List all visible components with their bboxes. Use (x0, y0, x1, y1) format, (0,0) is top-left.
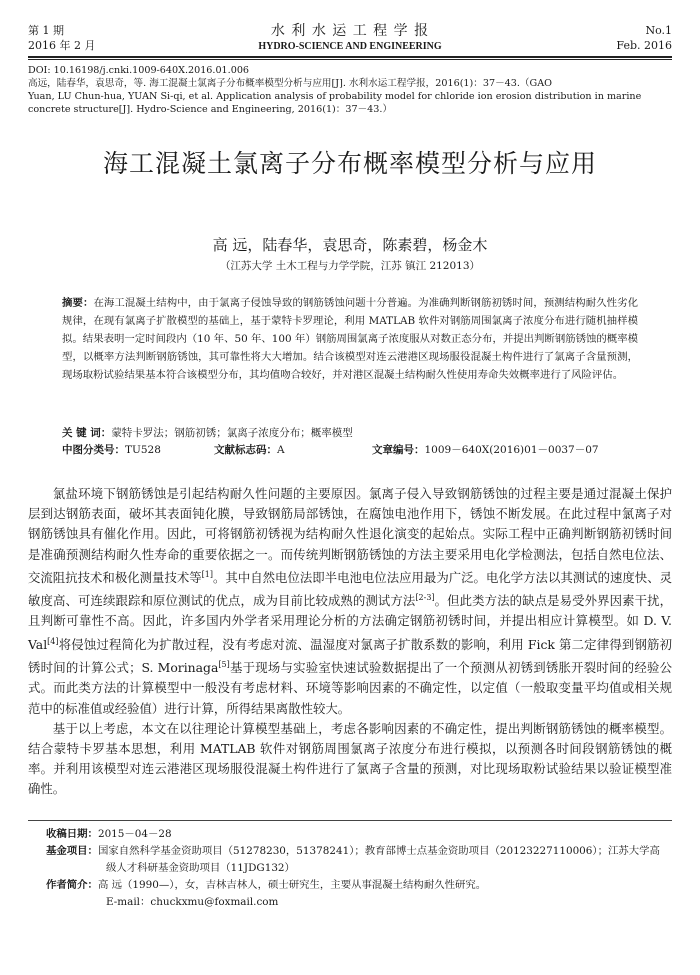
affiliation: （江苏大学 土木工程与力学学院，江苏 镇江 212013） (219, 260, 481, 272)
publication-date-en: Feb. 2016 (616, 39, 672, 52)
author-bio-value: 高 远（1990—），女，吉林吉林人，硕士研究生，主要从事混凝土结构耐久性研究。 (97, 879, 487, 891)
article-number-value: 1009－640X(2016)01－0037－07 (424, 444, 599, 456)
issue-number-en: No.1 (645, 24, 672, 37)
journal-name-cn: 水 利 水 运 工 程 学 报 (270, 23, 430, 39)
publication-date-cn: 2016 年 2 月 (28, 39, 96, 52)
author-bio (46, 877, 666, 894)
document-code (214, 442, 364, 458)
author-list: 高 远，陆春华，袁思奇，陈素碧，杨金木 (212, 236, 488, 254)
journal-name-en: HYDRO-SCIENCE AND ENGINEERING (258, 41, 442, 52)
doi: DOI: 10.16198/j.cnki.1009-640X.2016.01.006 (28, 65, 250, 76)
issue-number-cn: 第 1 期 (28, 24, 64, 37)
reference-2-3[interactable]: [2-3] (415, 593, 435, 603)
funding-value: 国家自然科学基金资助项目（51278230，51378241）；教育部博士点基金资助项目（20123227110006）；江苏大学高级人才科研基金资助项目（11JDG132） (97, 845, 660, 874)
funding (46, 843, 666, 877)
reference-4[interactable]: [4] (47, 636, 59, 646)
received-value: 2015－04－28 (97, 828, 172, 840)
author-email[interactable]: E-mail：chuckxmu@foxmail.com (106, 896, 279, 908)
p1-part-c: 。但此类方法的缺点是易受外界因素干扰，且判断可靠性不高。因此，许多国内外学者采用理论分析的方法确定钢筋初锈时间，并提出相应计算模型。如 D. V. Val (28, 593, 673, 652)
citation-cn: 高远，陆春华，袁思奇，等. 海工混凝土氯离子分布概率模型分析与应用[J]. 水利水运工程学报，2016(1)：37－43.（GAO (28, 78, 552, 89)
paragraph-1 (28, 484, 672, 719)
header-rule-top (28, 56, 672, 58)
keywords-text: 蒙特卡罗法；钢筋初锈；氯离子浓度分布；概率模型 (111, 427, 353, 439)
paper-title: 海工混凝土氯离子分布概率模型分析与应用 (102, 149, 597, 178)
keywords (62, 425, 642, 441)
paragraph-2: 基于以上考虑，本文在以往理论计算模型基础上，考虑各影响因素的不确定性，提出判断钢筋锈蚀的概率模型。结合蒙特卡罗基本思想，利用 MATLAB 软件对钢筋周围氯离子浓度分布进行模拟，以预测各时间段钢筋锈蚀的概率。并利用该模型对连云港港区现场服役混凝土构件进行了氯离子含量的预测，对比现场取粉试验结果以验证模型准确性。 (28, 720, 672, 797)
p1-part-d: 将侵蚀过程简化为扩散过程，没有考虑对流、温湿度对氯离子扩散系数的影响，利用 Fick 第二定律得到钢筋初锈时间的计算公式；S. Morinaga (28, 636, 672, 676)
header-rule-bottom (28, 59, 672, 60)
clc-label: 中图分类号： (62, 444, 125, 456)
funding-label: 基金项目： (46, 845, 98, 857)
abstract (62, 294, 638, 384)
p1-part-a: 氯盐环境下钢筋锈蚀是引起结构耐久性问题的主要原因。氯离子侵入导致钢筋锈蚀的过程主要是通过混凝土保护层到达钢筋表面，破坏其表面钝化膜，导致钢筋局部锈蚀，在腐蚀电池作用下，锈蚀不断发展。在此过程中氯离子对钢筋锈蚀具有催化作用。因此，可将钢筋初锈视为结构耐久性退化演变的起始点。实际工程中正确判断钢筋初锈时间是准确预测结构耐久性寿命的重要依据之一。而传统判断钢筋锈蚀的方法主要采用电化学检测法，包括自然电位法、交流阻抗技术和极化测量技术等 (28, 486, 672, 585)
citation-block (28, 64, 674, 116)
doc-code-label: 文献标志码： (214, 444, 277, 456)
author-bio-label: 作者简介： (46, 879, 98, 891)
p1-part-e: 基于现场与实验室快速试验数据提出了一个预测从初锈到锈胀开裂时间的经验公式。而此类方法的计算模型中一般没有考虑材料、环境等影响因素的不确定性，以定值（一般取变量平均值或相关规范中的标准值或经验值）进行计算，所得结果离散性较大。 (28, 660, 672, 716)
clc-value: TU528 (125, 444, 161, 456)
citation-en-line2: concrete structure[J]. Hydro-Science and Engineering, 2016(1)：37－43.） (28, 104, 393, 115)
keywords-label: 关 键 词： (62, 427, 112, 439)
article-number (372, 442, 642, 458)
received-label: 收稿日期： (46, 828, 98, 840)
body-text (28, 484, 672, 800)
doc-code-value: A (277, 444, 285, 456)
reference-5[interactable]: [5] (218, 660, 230, 669)
reference-1[interactable]: [1] (201, 569, 214, 579)
citation-en-line1: Yuan, LU Chun-hua, YUAN Si-qi, et al. Application analysis of probability model for chloride ion erosion distribution in marine (28, 91, 642, 102)
footnote (46, 826, 666, 911)
received-date (46, 826, 666, 843)
p1-part-b: 。其中自然电位法即半电池电位法应用最为广泛。电化学方法以其测试的速度快、灵敏度高、可连续跟踪和原位测试的优点，成为目前比较成熟的测试方法 (28, 569, 673, 609)
abstract-text: 在海工混凝土结构中，由于氯离子侵蚀导致的钢筋锈蚀问题十分普遍。为准确判断钢筋初锈时间，预测结构耐久性劣化规律，在现有氯离子扩散模型的基础上，基于蒙特卡罗理论，利用 MATLAB 软件对钢筋周围氯离子浓度分布进行随机抽样模拟。结果表明一定时间段内（10 年、50 年、100 年）钢筋周围氯离子浓度服从对数正态分布，并提出判断钢筋锈蚀的概率模型，以概率方法判断钢筋锈蚀，其可靠性将大大增加。结合该模型对连云港港区现场服役混凝土构件进行了氯离子含量预测，现场取粉试验结果基本符合该模型分布，其均值吻合较好，并对港区混凝土结构耐久性使用寿命失效概率进行了风险评估。 (62, 297, 639, 381)
footnote-rule (28, 820, 672, 821)
abstract-label: 摘要： (62, 297, 94, 309)
article-number-label: 文章编号： (372, 444, 425, 456)
